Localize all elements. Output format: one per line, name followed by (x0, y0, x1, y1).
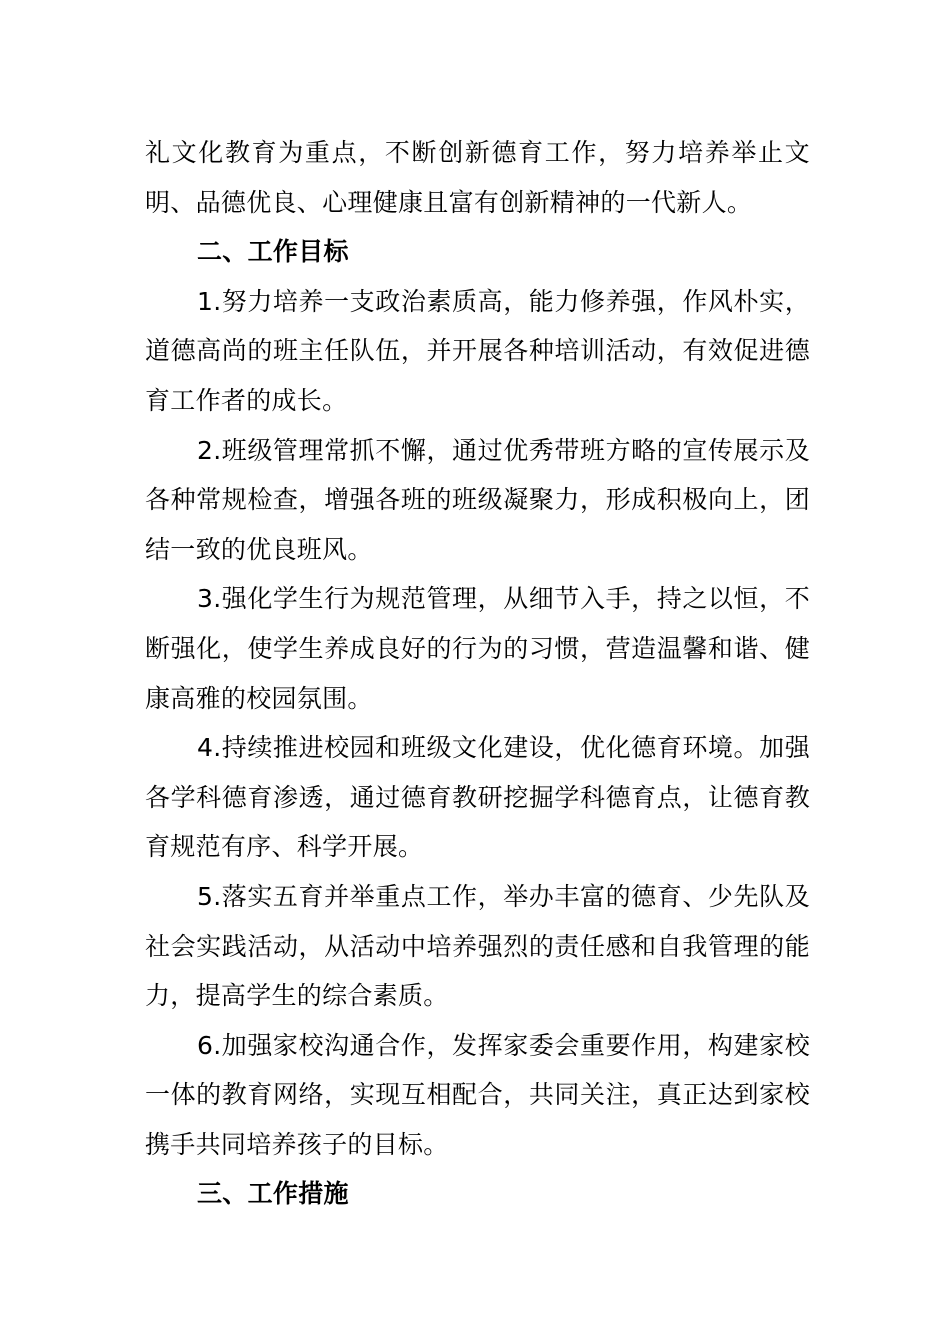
goal-paragraph-6: 6.加强家校沟通合作，发挥家委会重要作用，构建家校一体的教育网络，实现互相配合，共同关注，真正达到家校携手共同培养孩子的目标。 (145, 1030, 810, 1159)
document-body (145, 128, 810, 1219)
goal-paragraph-5: 5.落实五育并举重点工作，举办丰富的德育、少先队及社会实践活动，从活动中培养强烈的责任感和自我管理的能力，提高学生的综合素质。 (145, 881, 810, 1011)
section-heading-work-goals: 二、工作目标 (197, 237, 349, 267)
goal-paragraph-3: 3.强化学生行为规范管理，从细节入手，持之以恒，不断强化，使学生养成良好的行为的习惯，营造温馨和谐、健康高雅的校园氛围。 (145, 584, 810, 713)
goal-paragraph-4: 4.持续推进校园和班级文化建设，优化德育环境。加强各学科德育渗透，通过德育教研挖掘学科德育点，让德育教育规范有序、科学开展。 (145, 733, 810, 862)
section-heading-work-measures: 三、工作措施 (197, 1179, 349, 1209)
intro-paragraph-continuation: 礼文化教育为重点，不断创新德育工作，努力培养举止文明、品德优良、心理健康且富有创新精神的一代新人。 (145, 138, 810, 217)
goal-paragraph-2: 2.班级管理常抓不懈，通过优秀带班方略的宣传展示及各种常规检查，增强各班的班级凝聚力，形成积极向上，团结一致的优良班风。 (145, 435, 810, 564)
goal-paragraph-1: 1.努力培养一支政治素质高，能力修养强，作风朴实，道德高尚的班主任队伍，并开展各种培训活动，有效促进德育工作者的成长。 (145, 286, 810, 415)
